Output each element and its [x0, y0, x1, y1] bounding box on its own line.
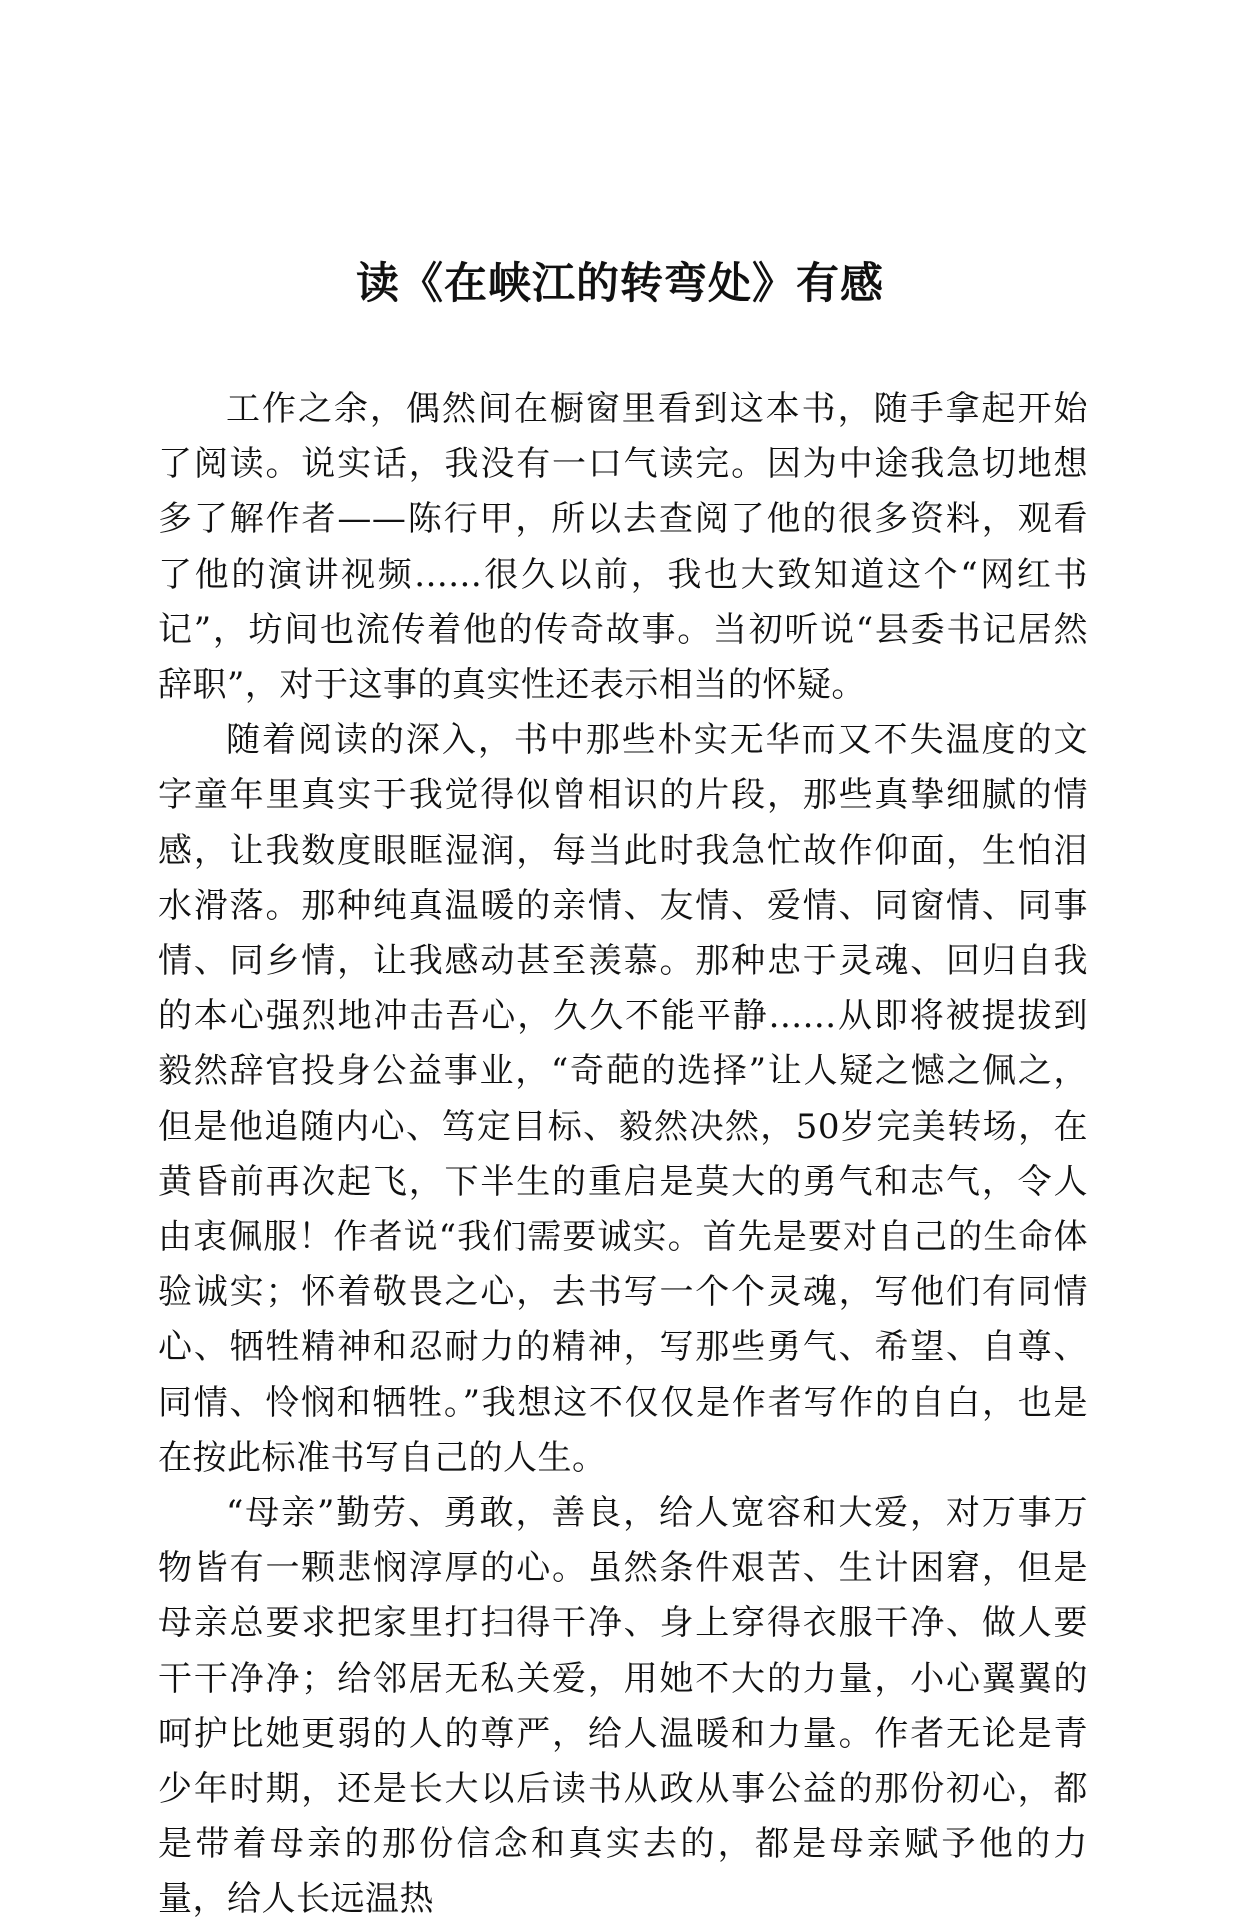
- paragraph-1: 工作之余，偶然间在橱窗里看到这本书，随手拿起开始了阅读。说实话，我没有一口气读完。因为中途我急切地想多了解作者——陈行甲，所以去查阅了他的很多资料，观看了他的演讲视频......很久以前，我也大致知道这个“网红书记”，坊间也流传着他的传奇故事。当初听说“县委书记居然辞职”，对于这事的真实性还表示相当的怀疑。: [158, 389, 1088, 706]
- document-body: [158, 382, 1088, 1928]
- paragraph-3: “母亲”勤劳、勇敢，善良，给人宽容和大爱，对万事万物皆有一颗悲悯淳厚的心。虽然条件艰苦、生计困窘，但是母亲总要求把家里打扫得干净、身上穿得衣服干净、做人要干干净净；给邻居无私关爱，用她不大的力量，小心翼翼的呵护比她更弱的人的尊严，给人温暖和力量。作者无论是青少年时期，还是长大以后读书从政从事公益的那份初心，都是带着母亲的那份信念和真实去的，都是母亲赋予他的力量，给人长远温热: [158, 1493, 1088, 1920]
- paragraph-2: 随着阅读的深入，书中那些朴实无华而又不失温度的文字童年里真实于我觉得似曾相识的片段，那些真挚细腻的情感，让我数度眼眶湿润，每当此时我急忙故作仰面，生怕泪水滑落。那种纯真温暖的亲情、友情、爱情、同窗情、同事情、同乡情，让我感动甚至羡慕。那种忠于灵魂、回归自我的本心强烈地冲击吾心，久久不能平静......从即将被提拔到毅然辞官投身公益事业，“奇葩的选择”让人疑之憾之佩之，但是他追随内心、笃定目标、毅然决然，50岁完美转场，在黄昏前再次起飞，下半生的重启是莫大的勇气和志气，令人由衷佩服！作者说“我们需要诚实。首先是要对自己的生命体验诚实；怀着敬畏之心，去书写一个个灵魂，写他们有同情心、牺牲精神和忍耐力的精神，写那些勇气、希望、自尊、同情、怜悯和牺牲。”我想这不仅仅是作者写作的自白，也是在按此标准书写自己的人生。: [158, 720, 1088, 1478]
- document-title: 读《在峡江的转弯处》有感: [356, 259, 884, 309]
